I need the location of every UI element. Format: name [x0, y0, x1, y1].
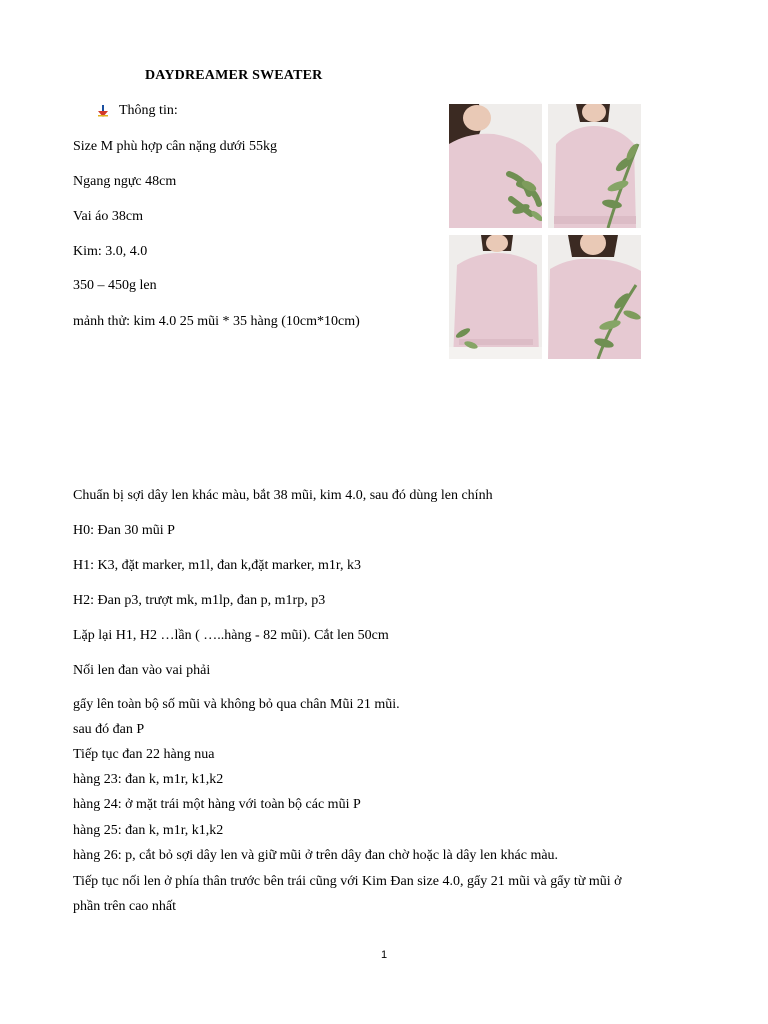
- info-heading: [97, 103, 178, 119]
- pattern-line: hàng 25: đan k, m1r, k1,k2: [73, 823, 224, 838]
- arrow-down-bullet-icon: [97, 104, 109, 118]
- pattern-line: Nối len đan vào vai phải: [73, 663, 211, 678]
- info-line: Kim: 3.0, 4.0: [73, 244, 148, 259]
- sweater-photo: [449, 104, 542, 228]
- info-line: Vai áo 38cm: [73, 209, 143, 224]
- pattern-line: Tiếp tục đan 22 hàng nua: [73, 747, 215, 762]
- pattern-line: hàng 23: đan k, m1r, k1,k2: [73, 772, 224, 787]
- sweater-photo: [548, 235, 641, 359]
- info-line: 350 – 450g len: [73, 278, 157, 293]
- pattern-line: H1: K3, đặt marker, m1l, đan k,đặt marker, m1r, k3: [73, 558, 361, 573]
- info-line: Ngang ngực 48cm: [73, 174, 177, 189]
- document-title: DAYDREAMER SWEATER: [145, 68, 323, 83]
- info-line: Size M phù hợp cân nặng dưới 55kg: [73, 139, 277, 154]
- pattern-line: hàng 26: p, cắt bỏ sợi dây len và giữ mũi ở trên dây đan chờ hoặc là dây len khác màu.: [73, 848, 559, 863]
- pattern-line: Chuẩn bị sợi dây len khác màu, bắt 38 mũi, kim 4.0, sau đó dùng len chính: [73, 488, 493, 503]
- sweater-photo: [449, 235, 542, 359]
- info-line: mảnh thử: kim 4.0 25 mũi * 35 hàng (10cm*10cm): [73, 314, 360, 329]
- pattern-line: Lặp lại H1, H2 …lần ( …..hàng - 82 mũi). Cắt len 50cm: [73, 628, 389, 643]
- page-number: 1: [380, 949, 388, 961]
- pattern-line: H0: Đan 30 mũi P: [73, 523, 175, 538]
- pattern-line: H2: Đan p3, trượt mk, m1lp, đan p, m1rp, p3: [73, 593, 326, 608]
- pattern-line: Tiếp tục nối len ở phía thân trước bên trái cũng với Kim Đan size 4.0, gẩy 21 mũi và gẩy từ mũi ở: [73, 874, 622, 889]
- pattern-line: hàng 24: ở mặt trái một hàng với toàn bộ các mũi P: [73, 797, 361, 812]
- pattern-line: phần trên cao nhất: [73, 899, 177, 914]
- info-heading-label: Thông tin:: [119, 103, 178, 118]
- pattern-line: sau đó đan P: [73, 722, 145, 737]
- sweater-photo: [548, 104, 641, 228]
- sweater-photo-collage: [449, 104, 641, 359]
- pattern-line: gẩy lên toàn bộ số mũi và không bỏ qua chân Mũi 21 mũi.: [73, 697, 400, 712]
